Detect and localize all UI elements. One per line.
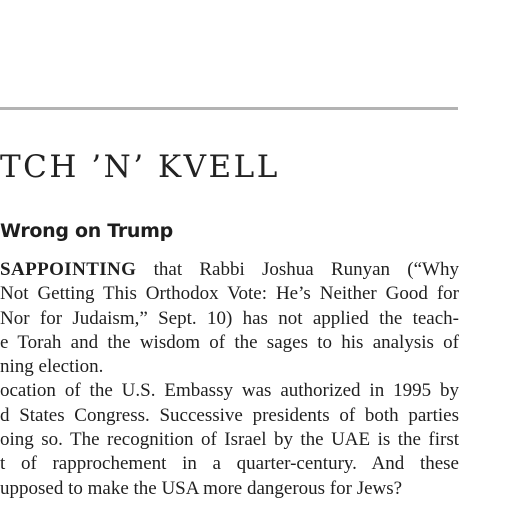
body-line: t of rapprochement in a quarter-century. And these xyxy=(0,453,459,475)
body-line: Nor for Judaism,” Sept. 10) has not applied the teach- xyxy=(0,307,459,329)
section-divider xyxy=(0,107,458,110)
body-line: e Torah and the wisdom of the sages to his analysis of xyxy=(0,331,459,353)
body-line: oing so. The recognition of Israel by the UAE is the first xyxy=(0,429,459,451)
body-line: d States Congress. Successive presidents of both parties xyxy=(0,404,459,426)
body-line-text: that Rabbi Joshua Runyan (“Why xyxy=(136,259,459,280)
letter-body xyxy=(0,258,470,501)
body-line: Not Getting This Orthodox Vote: He’s Neither Good for xyxy=(0,283,459,305)
body-line xyxy=(0,258,459,282)
letter-headline: Wrong on Trump xyxy=(0,220,173,242)
lead-in-word: SAPPOINTING xyxy=(0,259,137,280)
body-line: upposed to make the USA more dangerous for Jews? xyxy=(0,477,403,499)
section-title: TCH ’N’ KVELL xyxy=(0,149,280,185)
body-line: ocation of the U.S. Embassy was authorized in 1995 by xyxy=(0,380,459,402)
body-line: ning election. xyxy=(0,356,104,378)
